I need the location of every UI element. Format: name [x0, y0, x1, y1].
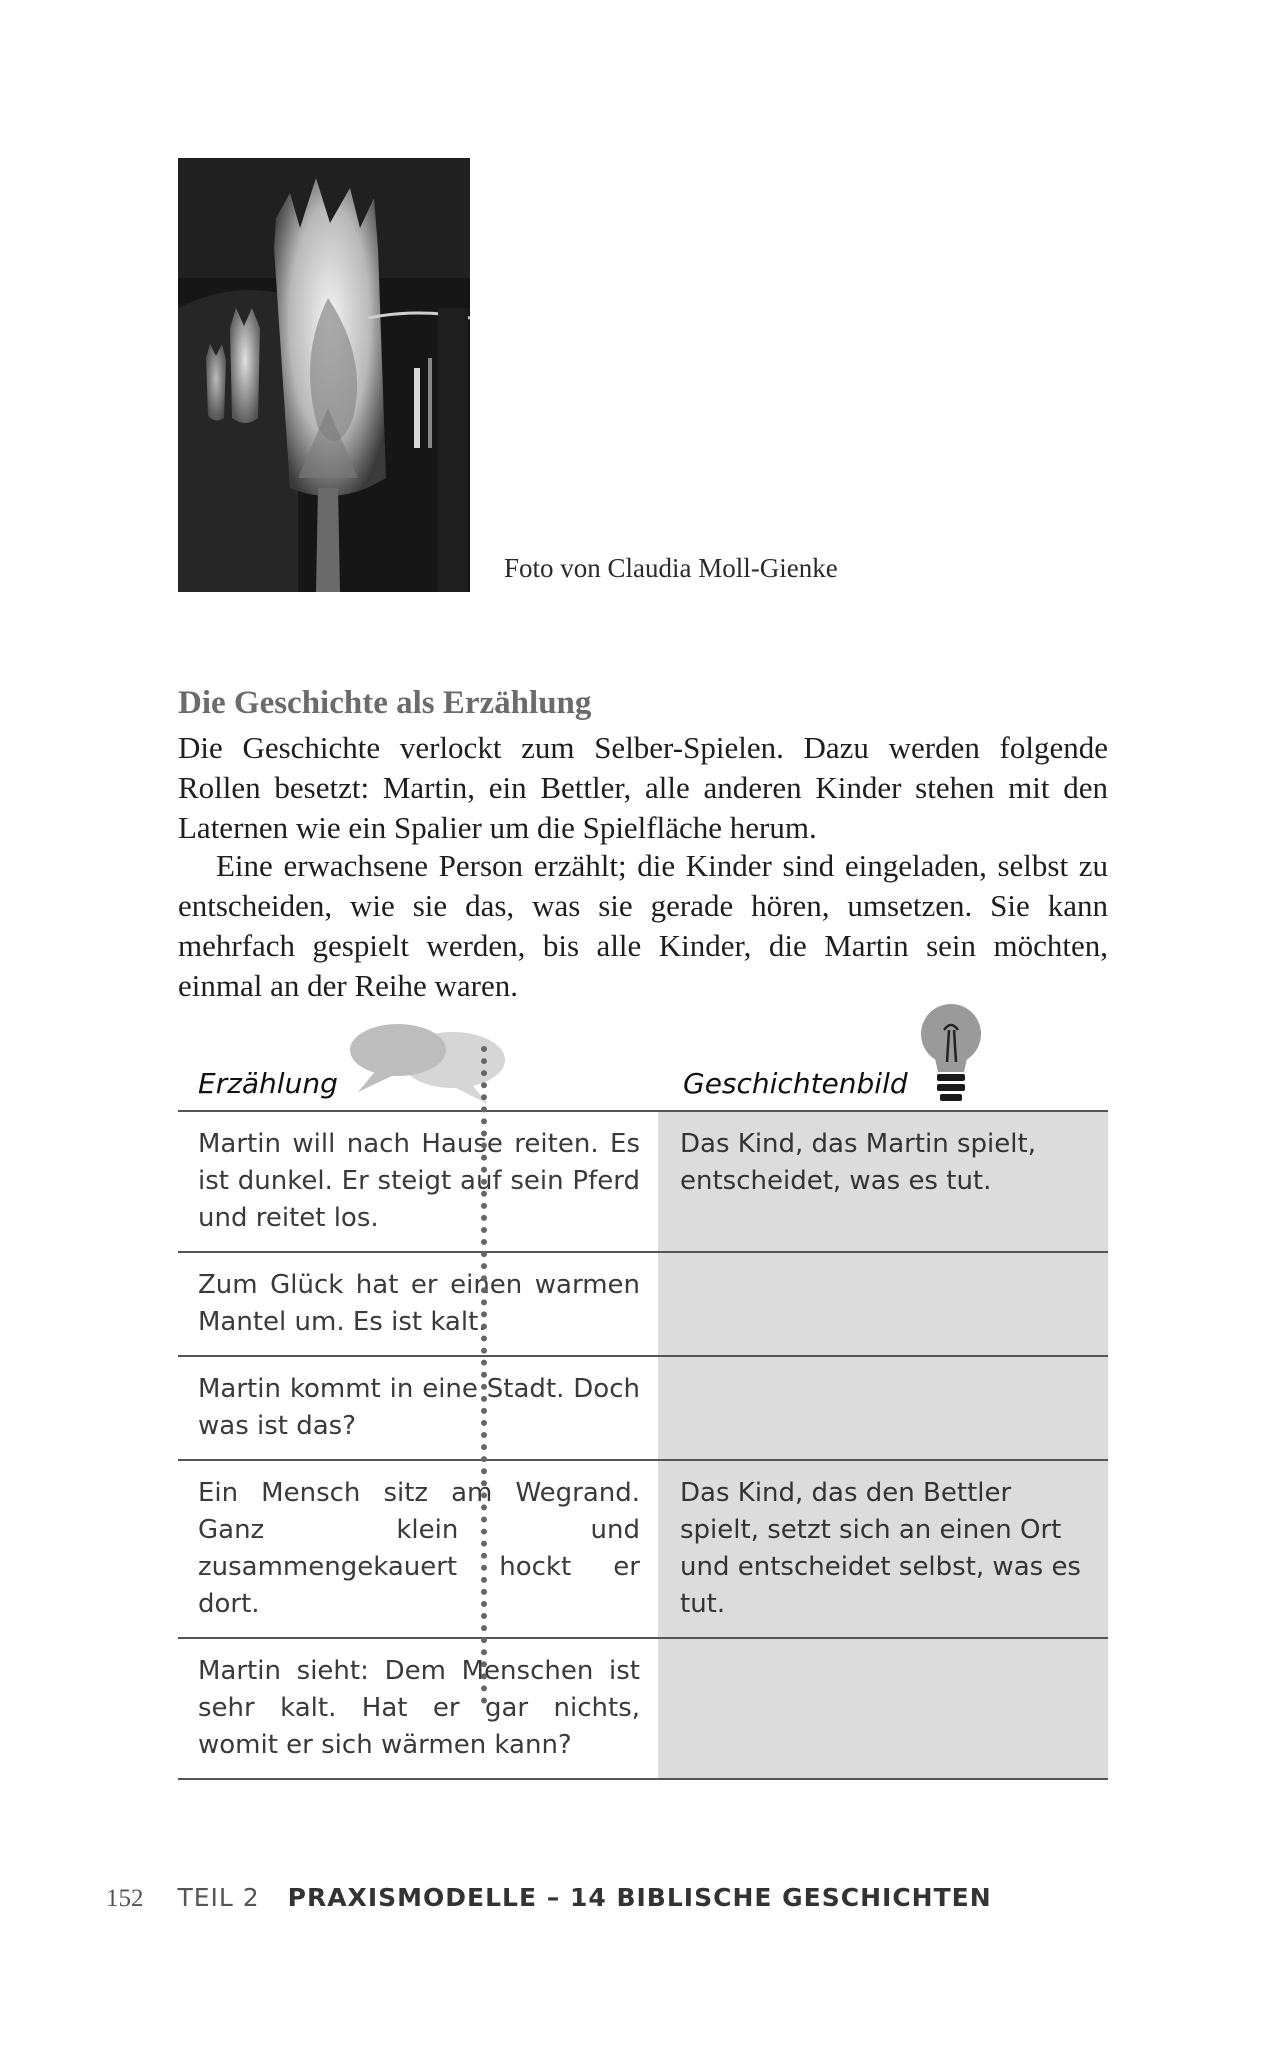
footer-part: TEIL 2 — [177, 1883, 260, 1912]
image-cell — [658, 1639, 1108, 1778]
table-row — [178, 1357, 1108, 1461]
column-divider — [481, 1046, 487, 1704]
page-footer — [106, 1883, 992, 1913]
narration-cell: Martin kommt in eine Stadt. Doch was ist das? — [198, 1374, 640, 1441]
narration-cell: Martin sieht: Dem Menschen ist sehr kalt. Hat er gar nichts, womit er sich wärmen kann? — [198, 1656, 640, 1760]
image-cell — [658, 1357, 1108, 1459]
image-cell — [658, 1253, 1108, 1355]
lantern-photo — [178, 158, 470, 592]
table-row — [178, 1112, 1108, 1253]
instruction-paragraph: Eine erwachsene Person erzählt; die Kinder sind eingeladen, selbst zu entscheiden, wie sie das, was sie gerade hören, umsetzen. Sie kann mehrfach gespielt werden, bis alle Kinder, die Martin sein möchten, einmal an der Reihe waren. — [178, 848, 1108, 1003]
image-cell: Das Kind, das den Bettler spielt, setzt sich an einen Ort und entscheidet selbst, was es tut. — [658, 1461, 1108, 1637]
image-cell: Das Kind, das Martin spielt, entscheidet, was es tut. — [658, 1112, 1108, 1251]
intro-paragraph: Die Geschichte verlockt zum Selber-Spielen. Dazu werden folgende Rollen besetzt: Martin, ein Bettler, alle anderen Kinder stehen mit den Laternen wie ein Spalier um die Spielfläche herum. — [178, 730, 1108, 845]
light-bulb-icon — [916, 1000, 986, 1112]
table-row — [178, 1461, 1108, 1639]
header-geschichtenbild: Geschichtenbild — [683, 1067, 908, 1100]
table-row — [178, 1639, 1108, 1780]
narration-cell: Martin will nach Hause reiten. Es ist dunkel. Er steigt auf sein Pferd und reitet los. — [198, 1129, 640, 1233]
narration-cell: Ein Mensch sitz am Wegrand. Ganz klein und zusammengekauert hockt er dort. — [198, 1478, 640, 1619]
table-row — [178, 1253, 1108, 1357]
footer-section: PRAXISMODELLE – 14 BIBLISCHE GESCHICHTEN — [287, 1883, 992, 1912]
narration-cell: Zum Glück hat er einen warmen Mantel um. Es ist kalt. — [198, 1270, 640, 1337]
photo-caption: Foto von Claudia Moll-Gienke — [504, 553, 838, 583]
page-number: 152 — [106, 1885, 144, 1912]
section-heading: Die Geschichte als Erzählung — [178, 685, 592, 721]
story-table — [178, 1000, 1108, 1780]
table-header — [178, 1000, 1108, 1112]
header-erzaehlung: Erzählung — [198, 1067, 338, 1100]
